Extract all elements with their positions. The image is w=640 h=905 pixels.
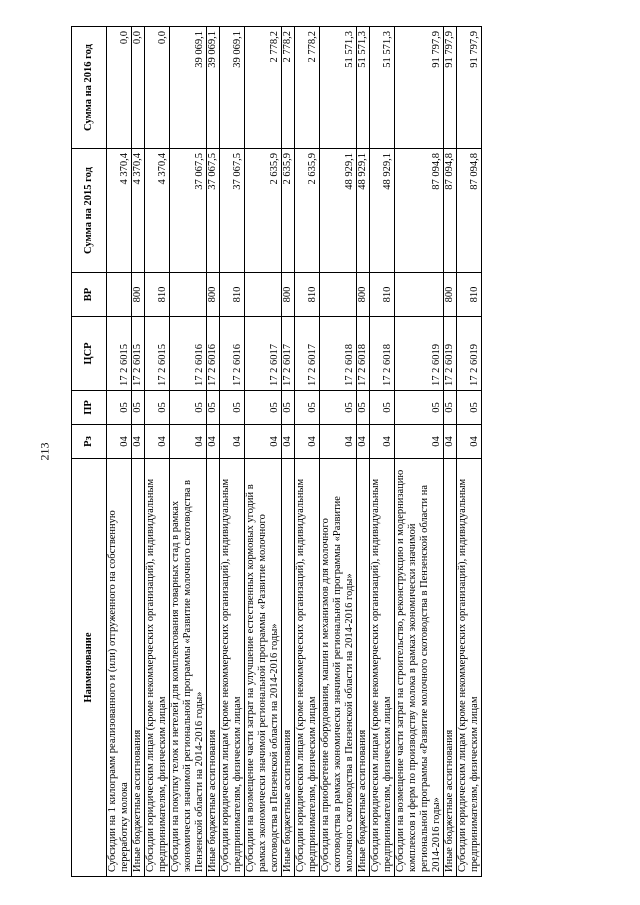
page-number: 213 [37, 442, 52, 461]
table-row [107, 27, 132, 877]
cell-rz: 04 [282, 425, 295, 459]
cell-rz: 04 [457, 425, 482, 459]
cell-pr: 05 [207, 391, 220, 425]
cell-pr: 05 [320, 391, 357, 425]
cell-name: Иные бюджетные ассигнования [132, 459, 145, 877]
cell-s2016: 91 797,9 [395, 27, 444, 149]
cell-csr: 17 2 6018 [370, 317, 395, 391]
cell-s2015: 4 370,4 [107, 149, 132, 273]
cell-rz: 04 [207, 425, 220, 459]
cell-rz: 04 [170, 425, 207, 459]
cell-vr: 800 [207, 273, 220, 317]
cell-s2015: 2 635,9 [295, 149, 320, 273]
cell-s2015: 87 094,8 [395, 149, 444, 273]
cell-csr: 17 2 6016 [220, 317, 245, 391]
table-body [107, 27, 482, 877]
cell-s2015: 2 635,9 [282, 149, 295, 273]
cell-vr [320, 273, 357, 317]
cell-s2015: 2 635,9 [245, 149, 282, 273]
header-csr: ЦСР [72, 317, 107, 391]
rotated-page [71, 27, 601, 877]
cell-csr: 17 2 6017 [282, 317, 295, 391]
cell-csr: 17 2 6019 [457, 317, 482, 391]
cell-name: Субсидии юридическим лицам (кроме некоммерческих организаций), индивидуальным предпринимателям, физическим лицам [145, 459, 170, 877]
table-row [220, 27, 245, 877]
cell-rz: 04 [370, 425, 395, 459]
cell-rz: 04 [145, 425, 170, 459]
cell-s2016: 39 069,1 [170, 27, 207, 149]
cell-name: Субсидии на возмещение части затрат на улучшение естественных кормовых угодий в рамках экономически значимой региональной программы «Развитие молочного скотоводства в Пензенской области на 2014-2016 годы» [245, 459, 282, 877]
table-row [370, 27, 395, 877]
cell-name: Субсидии на 1 килограмм реализованного и (или) отгруженного на собственную переработку молока [107, 459, 132, 877]
cell-name: Субсидии на приобретение оборудования, машин и механизмов для молочного скотоводства в рамках экономически значимой региональной программы «Развитие молочного скотоводства в Пензенской области на 2014-2016 годы» [320, 459, 357, 877]
cell-s2016: 2 778,2 [295, 27, 320, 149]
cell-csr: 17 2 6018 [320, 317, 357, 391]
cell-vr [245, 273, 282, 317]
table-row [282, 27, 295, 877]
cell-vr: 810 [370, 273, 395, 317]
cell-rz: 04 [220, 425, 245, 459]
cell-s2016: 51 571,3 [357, 27, 370, 149]
cell-rz: 04 [107, 425, 132, 459]
cell-vr [170, 273, 207, 317]
cell-csr: 17 2 6019 [395, 317, 444, 391]
cell-rz: 04 [295, 425, 320, 459]
cell-rz: 04 [395, 425, 444, 459]
cell-vr [395, 273, 444, 317]
budget-table [71, 26, 482, 877]
cell-s2016: 91 797,9 [444, 27, 457, 149]
cell-vr: 810 [145, 273, 170, 317]
header-sum-2016: Сумма на 2016 год [72, 27, 107, 149]
cell-name: Иные бюджетные ассигнования [207, 459, 220, 877]
cell-s2015: 87 094,8 [457, 149, 482, 273]
cell-pr: 05 [170, 391, 207, 425]
cell-rz: 04 [320, 425, 357, 459]
table-row [457, 27, 482, 877]
cell-csr: 17 2 6018 [357, 317, 370, 391]
cell-s2016: 0,0 [107, 27, 132, 149]
cell-csr: 17 2 6016 [207, 317, 220, 391]
table-row [320, 27, 357, 877]
table-row [145, 27, 170, 877]
cell-s2016: 51 571,3 [320, 27, 357, 149]
cell-pr: 05 [132, 391, 145, 425]
cell-vr: 810 [220, 273, 245, 317]
header-pr: ПР [72, 391, 107, 425]
cell-s2016: 39 069,1 [220, 27, 245, 149]
cell-pr: 05 [282, 391, 295, 425]
cell-s2016: 2 778,2 [282, 27, 295, 149]
cell-vr: 800 [132, 273, 145, 317]
cell-rz: 04 [245, 425, 282, 459]
table-row [245, 27, 282, 877]
header-vr: ВР [72, 273, 107, 317]
cell-s2016: 39 069,1 [207, 27, 220, 149]
cell-vr: 810 [295, 273, 320, 317]
cell-s2015: 87 094,8 [444, 149, 457, 273]
cell-pr: 05 [145, 391, 170, 425]
cell-s2015: 48 929,1 [357, 149, 370, 273]
cell-pr: 05 [444, 391, 457, 425]
cell-s2016: 91 797,9 [457, 27, 482, 149]
cell-s2015: 48 929,1 [320, 149, 357, 273]
cell-s2016: 2 778,2 [245, 27, 282, 149]
table-row [357, 27, 370, 877]
cell-s2015: 4 370,4 [145, 149, 170, 273]
cell-pr: 05 [457, 391, 482, 425]
cell-vr: 800 [444, 273, 457, 317]
cell-name: Субсидии юридическим лицам (кроме некоммерческих организаций), индивидуальным предпринимателям, физическим лицам [457, 459, 482, 877]
cell-csr: 17 2 6017 [295, 317, 320, 391]
cell-pr: 05 [220, 391, 245, 425]
cell-vr: 810 [457, 273, 482, 317]
cell-s2015: 48 929,1 [370, 149, 395, 273]
cell-pr: 05 [370, 391, 395, 425]
cell-s2016: 0,0 [145, 27, 170, 149]
cell-rz: 04 [357, 425, 370, 459]
cell-s2016: 51 571,3 [370, 27, 395, 149]
table-row [132, 27, 145, 877]
cell-s2016: 0,0 [132, 27, 145, 149]
cell-pr: 05 [107, 391, 132, 425]
cell-pr: 05 [395, 391, 444, 425]
table-row [444, 27, 457, 877]
cell-pr: 05 [245, 391, 282, 425]
table-row [395, 27, 444, 877]
cell-csr: 17 2 6015 [145, 317, 170, 391]
cell-s2015: 37 067,5 [207, 149, 220, 273]
table-header-row [72, 27, 107, 877]
table-row [295, 27, 320, 877]
table-row [170, 27, 207, 877]
cell-name: Иные бюджетные ассигнования [282, 459, 295, 877]
cell-s2015: 37 067,5 [170, 149, 207, 273]
cell-name: Субсидии на покупку телок и нетелей для комплектования товарных стад в рамках экономически значимой региональной программы «Развитие молочного скотоводства в Пензенской области на 2014-2016 годы» [170, 459, 207, 877]
header-sum-2015: Сумма на 2015 год [72, 149, 107, 273]
cell-vr [107, 273, 132, 317]
cell-vr: 800 [282, 273, 295, 317]
cell-name: Субсидии юридическим лицам (кроме некоммерческих организаций), индивидуальным предпринимателям, физическим лицам [370, 459, 395, 877]
header-name: Наименование [72, 459, 107, 877]
cell-csr: 17 2 6016 [170, 317, 207, 391]
cell-csr: 17 2 6017 [245, 317, 282, 391]
cell-vr: 800 [357, 273, 370, 317]
header-rz: Рз [72, 425, 107, 459]
cell-name: Субсидии юридическим лицам (кроме некоммерческих организаций), индивидуальным предпринимателям, физическим лицам [295, 459, 320, 877]
table-row [207, 27, 220, 877]
cell-name: Иные бюджетные ассигнования [357, 459, 370, 877]
cell-pr: 05 [295, 391, 320, 425]
cell-pr: 05 [357, 391, 370, 425]
cell-csr: 17 2 6015 [132, 317, 145, 391]
cell-csr: 17 2 6019 [444, 317, 457, 391]
cell-s2015: 37 067,5 [220, 149, 245, 273]
cell-name: Субсидии юридическим лицам (кроме некоммерческих организаций), индивидуальным предпринимателям, физическим лицам [220, 459, 245, 877]
cell-rz: 04 [132, 425, 145, 459]
cell-s2015: 4 370,4 [132, 149, 145, 273]
cell-name: Иные бюджетные ассигнования [444, 459, 457, 877]
cell-rz: 04 [444, 425, 457, 459]
cell-csr: 17 2 6015 [107, 317, 132, 391]
cell-name: Субсидии на возмещение части затрат на строительство, реконструкцию и модернизацию комплексов и ферм по производству молока в рамках экономически значимой региональной программы «Развитие молочного скотоводства в Пензенской области на 2014-2016 годы» [395, 459, 444, 877]
